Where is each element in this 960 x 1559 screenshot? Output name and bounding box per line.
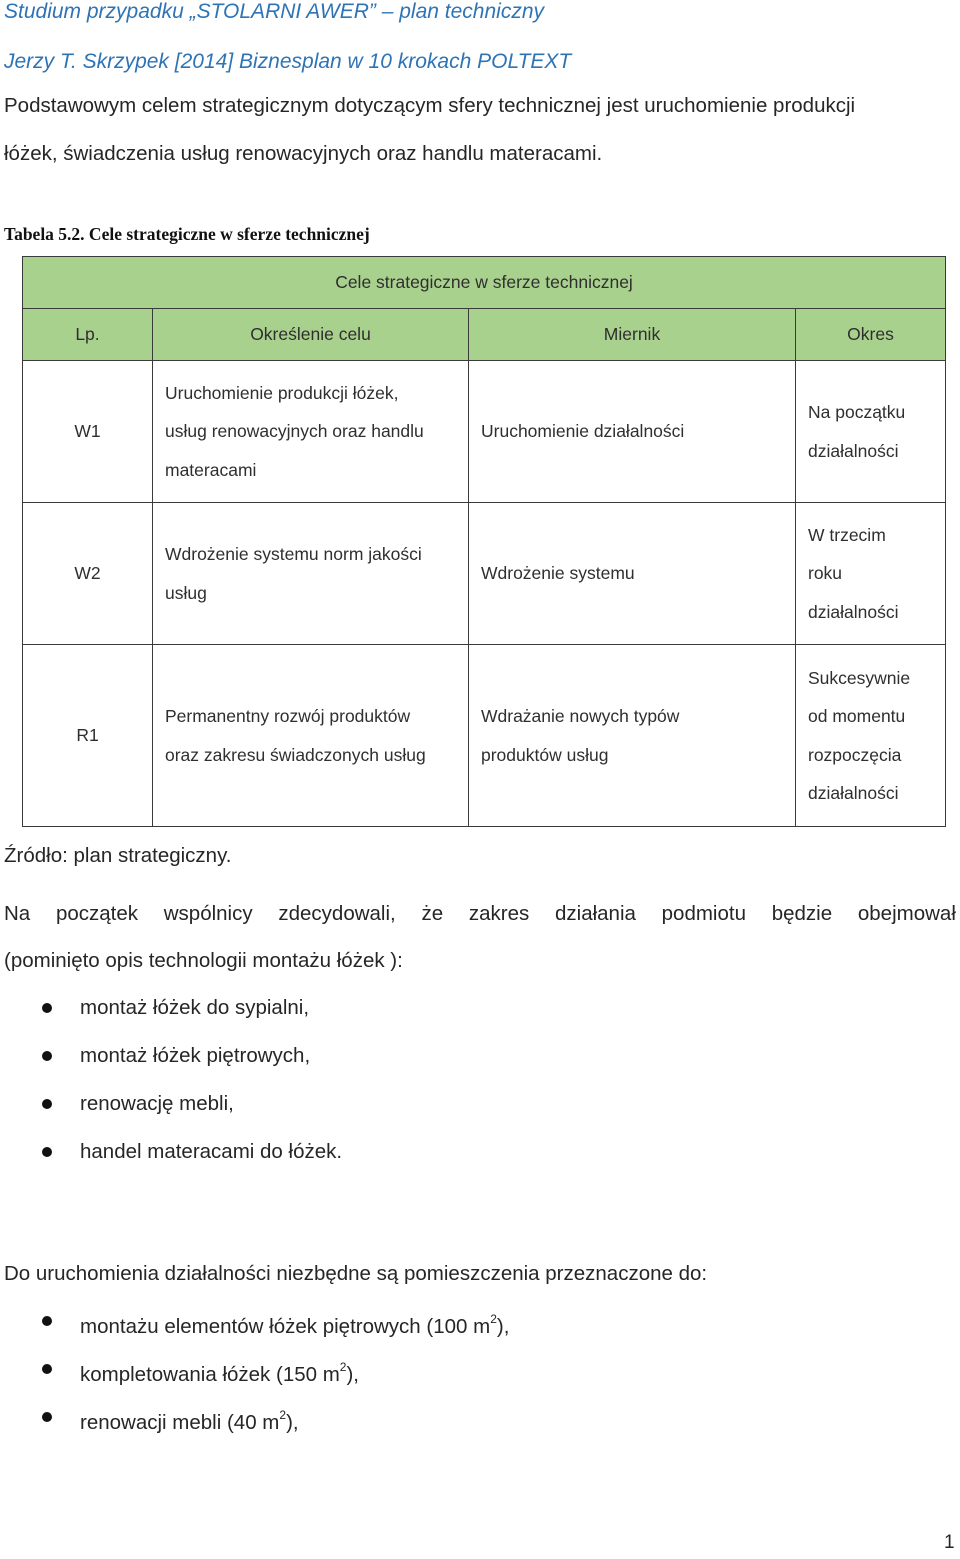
- bullet-icon: [42, 1412, 52, 1422]
- page-number: 1: [944, 1532, 955, 1553]
- measure-line: Wdrożenie systemu: [481, 563, 635, 584]
- goal-line: Permanentny rozwój produktów: [165, 706, 411, 726]
- scope-list: [0, 988, 342, 1180]
- scope-word: podmiotu: [661, 902, 746, 925]
- list-item: [0, 1397, 509, 1445]
- list-item-tail: ),: [286, 1410, 299, 1434]
- col-header-period: Okres: [796, 309, 946, 361]
- period-line: od momentu: [808, 706, 906, 726]
- list-item-text: montażu elementów łóżek piętrowych (100 m: [80, 1314, 491, 1338]
- scope-word: początek: [55, 902, 139, 925]
- row-period: [796, 503, 946, 645]
- col-header-goal: Określenie celu: [153, 309, 469, 361]
- bullet-icon: [42, 1051, 52, 1061]
- scope-word: działania: [554, 902, 636, 925]
- list-item-text: renowacji mebli (40 m: [80, 1410, 280, 1434]
- row-lp: W2: [23, 503, 153, 645]
- list-item-tail: ),: [496, 1314, 510, 1338]
- list-item: [0, 1132, 342, 1180]
- measure-line: Wdrażanie nowych typów: [481, 706, 680, 726]
- period-line: Na początku: [808, 402, 906, 422]
- bullet-icon: [42, 1003, 52, 1013]
- goal-line: Uruchomienie produkcji łóżek,: [165, 382, 399, 403]
- superscript: 2: [279, 1408, 287, 1422]
- scope-word: wspólnicy: [163, 902, 253, 925]
- goal-line: usług renowacyjnych oraz handlu: [165, 421, 424, 442]
- period-line: W trzecim: [808, 524, 886, 545]
- goal-line: Wdrożenie systemu norm jakości: [165, 544, 422, 564]
- list-item: [0, 1036, 342, 1084]
- measure-line: produktów usług: [481, 744, 609, 765]
- list-item-text: kompletowania łóżek (150 m: [80, 1362, 340, 1386]
- period-line: roku: [808, 563, 843, 584]
- list-item-text: handel materacami do łóżek.: [80, 1140, 343, 1163]
- row-period: [796, 361, 946, 503]
- scope-line-1: [4, 902, 956, 926]
- intro-line-2: łóżek, świadczenia usług renowacyjnych oraz handlu materacami.: [4, 142, 603, 165]
- list-item: [0, 1301, 509, 1349]
- bullet-icon: [42, 1099, 52, 1109]
- row-goal: [153, 503, 469, 645]
- measure-line: Uruchomienie działalności: [481, 421, 685, 442]
- list-item-text: montaż łóżek piętrowych,: [80, 1044, 311, 1067]
- row-measure: [469, 361, 796, 503]
- rooms-list: [0, 1301, 509, 1445]
- period-line: działalności: [808, 783, 899, 803]
- intro-line-1: Podstawowym celem strategicznym dotyczącym sfery technicznej jest uruchomienie produkcji: [4, 94, 856, 117]
- scope-line-2: (pominięto opis technologii montażu łóżek ):: [4, 949, 403, 972]
- scope-word: zakres: [468, 902, 530, 925]
- row-measure: [469, 645, 796, 827]
- source-citation: Jerzy T. Skrzypek [2014] Biznesplan w 10 krokach POLTEXT: [4, 50, 572, 73]
- period-line: działalności: [808, 440, 899, 461]
- list-item: [0, 988, 342, 1036]
- strategic-goals-table: [22, 256, 946, 827]
- col-header-measure: Miernik: [469, 309, 796, 361]
- table-row: [23, 361, 946, 503]
- row-goal: [153, 361, 469, 503]
- table-caption: Tabela 5.2. Cele strategiczne w sferze technicznej: [4, 224, 370, 244]
- table-row: [23, 503, 946, 645]
- rooms-intro: Do uruchomienia działalności niezbędne są pomieszczenia przeznaczone do:: [4, 1262, 708, 1285]
- period-line: Sukcesywnie: [808, 667, 911, 688]
- list-item: [0, 1349, 509, 1397]
- table-source-note: Źródło: plan strategiczny.: [4, 844, 232, 867]
- table-header-row: [23, 309, 946, 361]
- scope-word: Na: [4, 902, 31, 925]
- document-title: Studium przypadku „STOLARNI AWER” – plan techniczny: [4, 0, 545, 23]
- table-banner-row: [23, 257, 946, 309]
- bullet-icon: [42, 1364, 52, 1374]
- goal-line: usług: [165, 582, 207, 603]
- list-item-tail: ),: [346, 1362, 360, 1386]
- col-header-lp: Lp.: [23, 309, 153, 361]
- scope-word: będzie: [771, 902, 833, 925]
- superscript: 2: [339, 1360, 347, 1374]
- scope-word: obejmował: [857, 902, 956, 925]
- row-period: [796, 645, 946, 827]
- table-banner: Cele strategiczne w sferze technicznej: [23, 257, 946, 309]
- row-measure: [469, 503, 796, 645]
- superscript: 2: [490, 1312, 497, 1326]
- list-item-text: renowację mebli,: [80, 1092, 234, 1115]
- row-lp: R1: [23, 645, 153, 827]
- goal-line: materacami: [165, 459, 257, 480]
- bullet-icon: [42, 1316, 52, 1326]
- bullet-icon: [42, 1147, 52, 1157]
- row-lp: W1: [23, 361, 153, 503]
- goal-line: oraz zakresu świadczonych usług: [165, 744, 426, 765]
- row-goal: [153, 645, 469, 827]
- scope-word: że: [421, 902, 444, 925]
- table-row: [23, 645, 946, 827]
- list-item-text: montaż łóżek do sypialni,: [80, 996, 310, 1019]
- period-line: działalności: [808, 601, 899, 622]
- scope-word: zdecydowali,: [278, 902, 396, 925]
- period-line: rozpoczęcia: [808, 744, 902, 765]
- list-item: [0, 1084, 342, 1132]
